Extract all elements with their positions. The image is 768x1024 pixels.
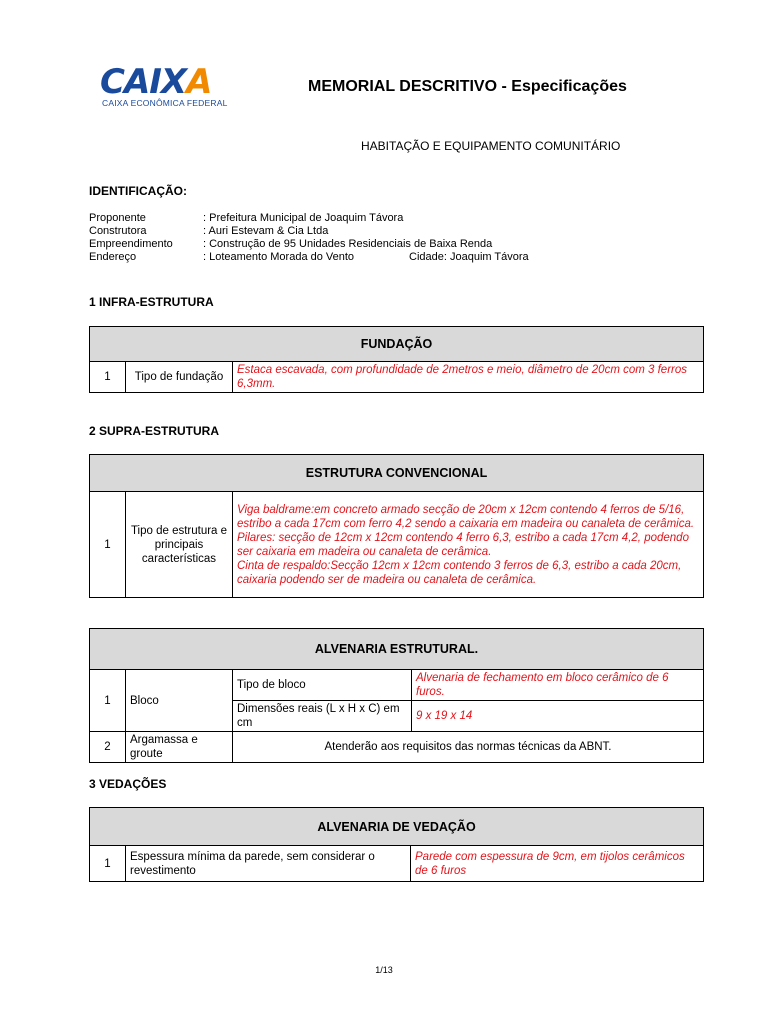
dimensoes-label: Dimensões reais (L x H x C) em cm <box>233 701 412 732</box>
id-value: : Loteamento Morada do Vento <box>203 251 355 263</box>
cinta-respaldo-text: Cinta de respaldo:Secção 12cm x 12cm contendo 3 ferros de 6,3, estribo a cada 20cm, caixaria podendo ser de madeira ou canaleta de cerâmica. <box>237 559 682 586</box>
id-value: : Auri Estevam & Cia Ltda <box>203 225 329 237</box>
alvenaria-vedacao-title: ALVENARIA DE VEDAÇÃO <box>90 808 704 846</box>
viga-baldrame-text: Viga baldrame:em concreto armado secção de 20cm x 12cm contendo 4 ferros de 5/16, estribo a cada 17cm com ferro 4,2 sendo a caixaria em madeira ou canaleta de cerâmica. <box>237 503 695 530</box>
estrutura-label: Tipo de estrutura e principais características <box>126 492 233 598</box>
section-supra-estrutura: 2 SUPRA-ESTRUTURA <box>89 424 220 438</box>
id-value: : Prefeitura Municipal de Joaquim Távora <box>203 212 404 224</box>
row-number: 1 <box>90 362 126 393</box>
row-number: 2 <box>90 732 126 763</box>
row-number: 1 <box>90 670 126 732</box>
tipo-bloco-label: Tipo de bloco <box>233 670 412 701</box>
document-subtitle: HABITAÇÃO E EQUIPAMENTO COMUNITÁRIO <box>361 139 621 153</box>
estrutura-convencional-title: ESTRUTURA CONVENCIONAL <box>90 455 704 492</box>
id-label: Construtora <box>89 225 147 237</box>
estrutura-value <box>233 492 704 598</box>
argamassa-value: Atenderão aos requisitos das normas técnicas da ABNT. <box>233 732 704 763</box>
dimensoes-value: 9 x 19 x 14 <box>412 701 704 732</box>
fundacao-table <box>89 326 704 393</box>
id-label: Endereço <box>89 251 137 263</box>
section-infra-estrutura: 1 INFRA-ESTRUTURA <box>89 295 214 309</box>
bloco-label: Bloco <box>126 670 233 732</box>
pilares-text: Pilares: secção de 12cm x 12cm contendo 4 ferro 6,3, estribo a cada 17cm 4,2, podendo ser caixaria em madeira ou canaleta de cerâmica. <box>237 531 689 558</box>
espessura-value: Parede com espessura de 9cm, em tijolos cerâmicos de 6 furos <box>411 846 704 882</box>
id-value: : Construção de 95 Unidades Residenciais de Baixa Renda <box>203 238 493 250</box>
estrutura-convencional-table <box>89 454 704 598</box>
row-number: 1 <box>90 492 126 598</box>
logo-wordmark: CAIXA <box>100 62 212 102</box>
fundacao-title: FUNDAÇÃO <box>90 327 704 362</box>
identificacao-heading: IDENTIFICAÇÃO: <box>89 184 187 198</box>
fundacao-value: Estaca escavada, com profundidade de 2metros e meio, diâmetro de 20cm com 3 ferros 6,3mm. <box>233 362 704 393</box>
tipo-bloco-value: Alvenaria de fechamento em bloco cerâmico de 6 furos. <box>412 670 704 701</box>
argamassa-label: Argamassa e groute <box>126 732 233 763</box>
section-vedacoes: 3 VEDAÇÕES <box>89 777 167 791</box>
id-label: Proponente <box>89 212 146 224</box>
alvenaria-vedacao-table <box>89 807 704 882</box>
page-number: 1/13 <box>375 965 393 975</box>
id-cidade: Cidade: Joaquim Távora <box>409 251 529 263</box>
alvenaria-estrutural-table <box>89 628 704 763</box>
id-label: Empreendimento <box>89 238 173 250</box>
row-number: 1 <box>90 846 126 882</box>
logo-subtitle: CAIXA ECONÔMICA FEDERAL <box>102 98 228 108</box>
espessura-label: Espessura mínima da parede, sem considerar o revestimento <box>126 846 411 882</box>
fundacao-label: Tipo de fundação <box>126 362 233 393</box>
caixa-logo <box>90 62 260 110</box>
alvenaria-estrutural-title: ALVENARIA ESTRUTURAL. <box>90 629 704 670</box>
document-title: MEMORIAL DESCRITIVO - Especificações <box>308 78 627 95</box>
